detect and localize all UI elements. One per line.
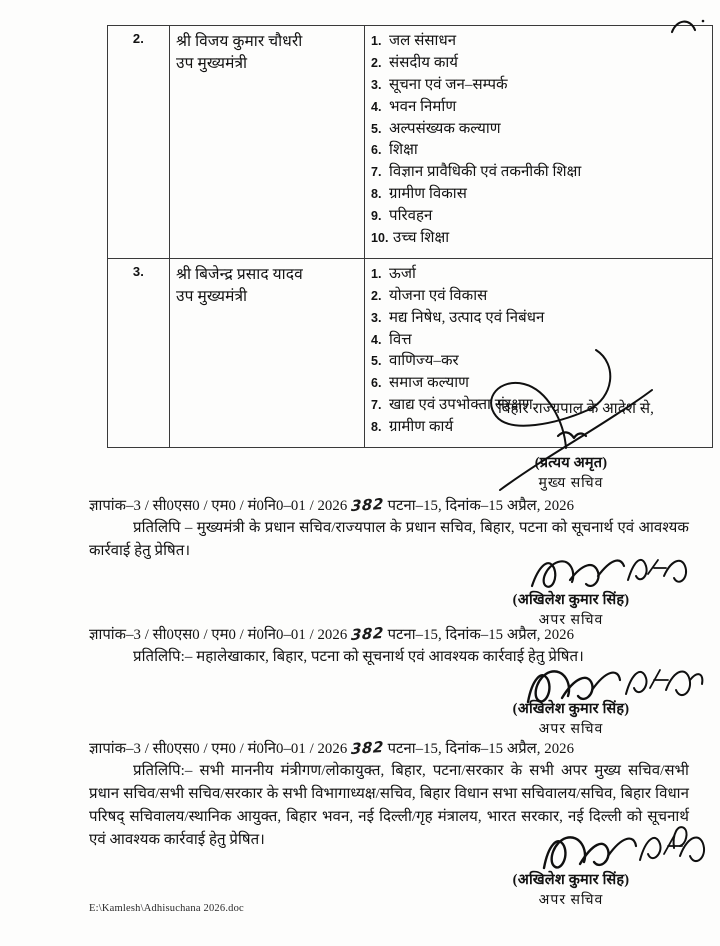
list-item: [371, 373, 706, 395]
department-name: संसदीय कार्य: [389, 54, 459, 71]
ministers-portfolio-table: [107, 25, 713, 448]
memo-block-1: [89, 494, 689, 563]
list-item: [371, 264, 706, 286]
department-name: शिक्षा: [389, 142, 418, 159]
department-name: ग्रामीण विकास: [389, 186, 467, 203]
signature-block-chief-secretary: [456, 452, 686, 492]
signatory-name: (अखिलेश कुमार सिंह): [512, 872, 630, 888]
list-item: [371, 351, 706, 373]
list-item: [371, 228, 706, 250]
memo-number-line: [89, 494, 689, 517]
list-item: [371, 53, 706, 75]
item-number: 3.: [371, 310, 382, 325]
list-item: [371, 206, 706, 228]
departments-cell: [365, 26, 713, 259]
list-item: [371, 417, 706, 439]
item-number: 3.: [371, 77, 382, 92]
table-row: [108, 258, 713, 447]
memo-body-text: प्रतिलिपि:– सभी माननीय मंत्रीगण/लोकायुक्त, बिहार, पटना/सरकार के सभी अपर मुख्य सचिव/सभी प्रधान सचिव/सभी सचिव/सरकार के सभी विभागाध्यक्ष/सचिव, बिहार विधान सभा सचिवालय/सचिव, बिहार विधान परिषद् सचिवालय/स्थानिक आयुक्त, बिहार भवन, नई दिल्ली/गृह मंत्रालय, भारत सरकार, नई दिल्ली को सूचनार्थ एवं आवश्यक कार्रवाई हेतु प्रेषित।: [89, 763, 689, 849]
list-item: [371, 330, 706, 352]
minister-name-cell: [170, 26, 365, 259]
department-name: समाज कल्याण: [389, 375, 470, 392]
memo-handwritten-number: 382: [350, 623, 385, 645]
memo-prefix: ज्ञापांक–3 / सी0एस0 / एम0 / मं0नि0–01 / 2026: [89, 627, 348, 643]
item-number: 2.: [371, 55, 382, 70]
list-item: [371, 31, 706, 53]
memo-prefix: ज्ञापांक–3 / सी0एस0 / एम0 / मं0नि0–01 / 2026: [89, 741, 348, 757]
item-number: 7.: [371, 165, 382, 180]
list-item: [371, 308, 706, 330]
signatory-designation: अपर सचिव: [538, 613, 604, 628]
department-name: अल्पसंख्यक कल्याण: [389, 120, 501, 137]
item-number: 6.: [371, 143, 382, 158]
item-number: 4.: [371, 99, 382, 114]
department-name: परिवहन: [389, 208, 433, 225]
list-item: [371, 75, 706, 97]
serial-cell: [108, 258, 170, 447]
department-name: वाणिज्य–कर: [389, 353, 459, 370]
department-list: [371, 31, 706, 250]
item-number: 10.: [371, 231, 389, 246]
item-number: 2.: [371, 288, 382, 303]
signatory-name: (अखिलेश कुमार सिंह): [512, 701, 630, 717]
memo-suffix: पटना–15, दिनांक–15 अप्रैल, 2026: [387, 498, 575, 514]
item-number: 4.: [371, 332, 382, 347]
item-number: 8.: [371, 420, 382, 435]
signature-block-additional-secretary-3: [456, 869, 686, 909]
item-number: 6.: [371, 376, 382, 391]
minister-name: श्री विजय कुमार चौधरी: [176, 33, 303, 50]
department-name: वित्त: [389, 331, 412, 348]
memo-handwritten-number: 382: [350, 737, 385, 759]
minister-name: श्री बिजेन्द्र प्रसाद यादव: [176, 265, 303, 283]
memo-prefix: ज्ञापांक–3 / सी0एस0 / एम0 / मं0नि0–01 / 2026: [89, 498, 348, 514]
item-number: 5.: [371, 354, 382, 369]
department-name: जल संसाधन: [389, 33, 457, 49]
signatory-designation: अपर सचिव: [538, 893, 604, 908]
list-item: [371, 119, 706, 141]
table-row: [108, 26, 713, 259]
memo-number-line: [89, 737, 689, 760]
signatory-designation: मुख्य सचिव: [538, 476, 604, 491]
signatory-name: (प्रत्यय अमृत): [534, 455, 608, 471]
order-by-line: बिहार राज्यपाल के आदेश से,: [498, 401, 655, 417]
item-number: 5.: [371, 121, 382, 136]
memo-body-text: प्रतिलिपि – मुख्यमंत्री के प्रधान सचिव/राज्यपाल के प्रधान सचिव, बिहार, पटना को सूचनार्थ एवं आवश्यक कार्रवाई हेतु प्रेषित।: [89, 520, 689, 560]
minister-designation: उप मुख्यमंत्री: [176, 287, 248, 305]
list-item: [371, 97, 706, 119]
serial-number: 3.: [132, 263, 145, 279]
memo-block-2: [89, 623, 689, 669]
signatory-name: (अखिलेश कुमार सिंह): [512, 592, 630, 608]
serial-number: 2.: [132, 31, 145, 46]
department-name: विज्ञान प्रावैधिकी एवं तकनीकी शिक्षा: [389, 164, 582, 181]
memo-suffix: पटना–15, दिनांक–15 अप्रैल, 2026: [387, 627, 575, 643]
department-name: उच्च शिक्षा: [393, 230, 450, 247]
item-number: 9.: [371, 209, 382, 224]
list-item: [371, 162, 706, 184]
list-item: [371, 140, 706, 162]
department-name: खाद्य एवं उपभोक्ता संरक्षण: [389, 397, 533, 414]
item-number: 1.: [371, 34, 382, 48]
list-item: [371, 184, 706, 206]
signatory-designation: अपर सचिव: [538, 722, 604, 737]
memo-block-3: [89, 737, 689, 853]
department-name: सूचना एवं जन–सम्पर्क: [389, 76, 508, 93]
item-number: 8.: [371, 187, 382, 202]
item-number: 1.: [371, 266, 382, 281]
department-name: भवन निर्माण: [389, 98, 457, 115]
memo-body: [89, 646, 689, 669]
department-name: मद्य निषेध, उत्पाद एवं निबंधन: [389, 309, 545, 326]
department-name: ऊर्जा: [389, 265, 416, 282]
footer-file-path: E:\Kamlesh\Adhisuchana 2026.doc: [89, 903, 244, 914]
memo-body-text: प्रतिलिपि:– महालेखाकार, बिहार, पटना को सूचनार्थ एवं आवश्यक कार्रवाई हेतु प्रेषित।: [133, 649, 584, 666]
serial-cell: [108, 26, 170, 259]
memo-body: [89, 760, 689, 852]
memo-suffix: पटना–15, दिनांक–15 अप्रैल, 2026: [387, 741, 575, 757]
departments-cell: [365, 258, 713, 447]
list-item: [371, 286, 706, 308]
signature-block-additional-secretary-2: [456, 698, 686, 738]
minister-name-cell: [170, 258, 365, 447]
memo-handwritten-number: 382: [350, 494, 385, 516]
department-name: योजना एवं विकास: [389, 287, 488, 304]
memo-body: [89, 517, 689, 563]
department-name: ग्रामीण कार्य: [389, 419, 454, 436]
item-number: 7.: [371, 398, 382, 413]
memo-number-line: [89, 623, 689, 646]
minister-designation: उप मुख्यमंत्री: [176, 55, 248, 72]
